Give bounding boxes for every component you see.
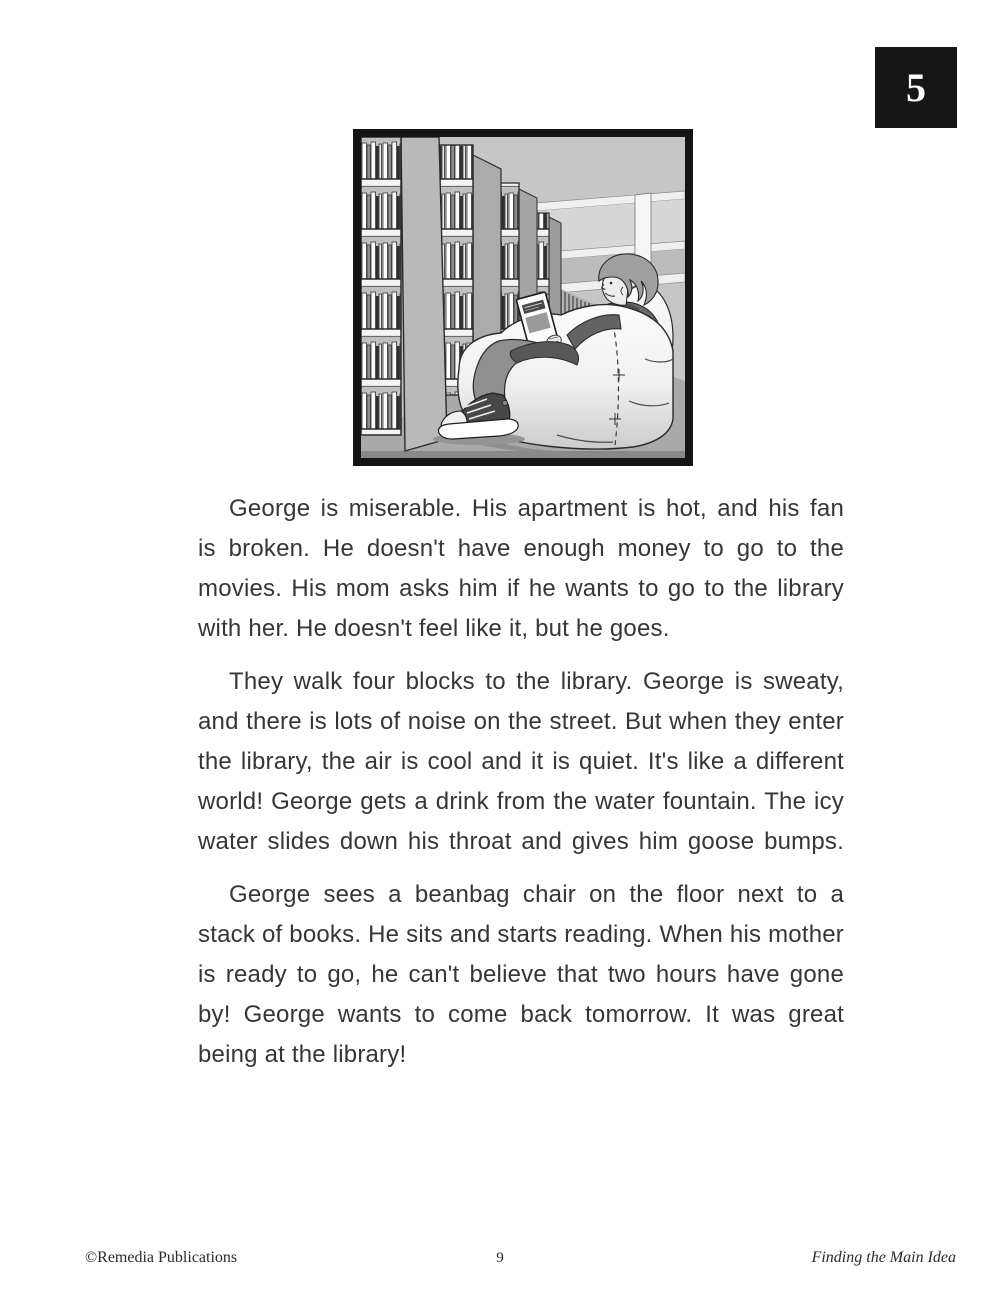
- footer-page-number: 9: [496, 1250, 504, 1266]
- footer-book-title: Finding the Main Idea: [811, 1249, 956, 1266]
- text-line: is ready to go, he can't believe that two hours have gone: [198, 961, 844, 988]
- library-reading-illustration: [361, 137, 685, 458]
- paragraph-2: [198, 662, 844, 862]
- lesson-number-tab: [875, 47, 957, 128]
- text-line: the library, the air is cool and it is quiet. It's like a different: [198, 748, 844, 775]
- text-line: world! George gets a drink from the water fountain. The icy: [198, 788, 844, 815]
- text-line: George is miserable. His apartment is hot, and his fan: [229, 495, 844, 522]
- text-line: movies. His mom asks him if he wants to go to the library: [198, 575, 844, 602]
- text-line: stack of books. He sits and starts reading. When his mother: [198, 921, 844, 948]
- text-line: by! George wants to come back tomorrow. It was great: [198, 1001, 844, 1028]
- lesson-number: 5: [906, 65, 926, 110]
- text-line: with her. He doesn't feel like it, but he goes.: [198, 615, 670, 642]
- paragraph-3: [198, 875, 844, 1075]
- text-line: water slides down his throat and gives him goose bumps.: [198, 828, 844, 855]
- story-text: [198, 489, 844, 1088]
- text-line: and there is lots of noise on the street. But when they enter: [198, 708, 844, 735]
- page-footer: [0, 1249, 1000, 1271]
- text-line: They walk four blocks to the library. George is sweaty,: [229, 668, 844, 695]
- paragraph-1: [198, 489, 844, 649]
- text-line: being at the library!: [198, 1041, 407, 1068]
- text-line: George sees a beanbag chair on the floor next to a: [229, 881, 844, 908]
- text-line: is broken. He doesn't have enough money to go to the: [198, 535, 844, 562]
- illustration-frame: [353, 129, 693, 466]
- footer-copyright: ©Remedia Publications: [85, 1249, 238, 1266]
